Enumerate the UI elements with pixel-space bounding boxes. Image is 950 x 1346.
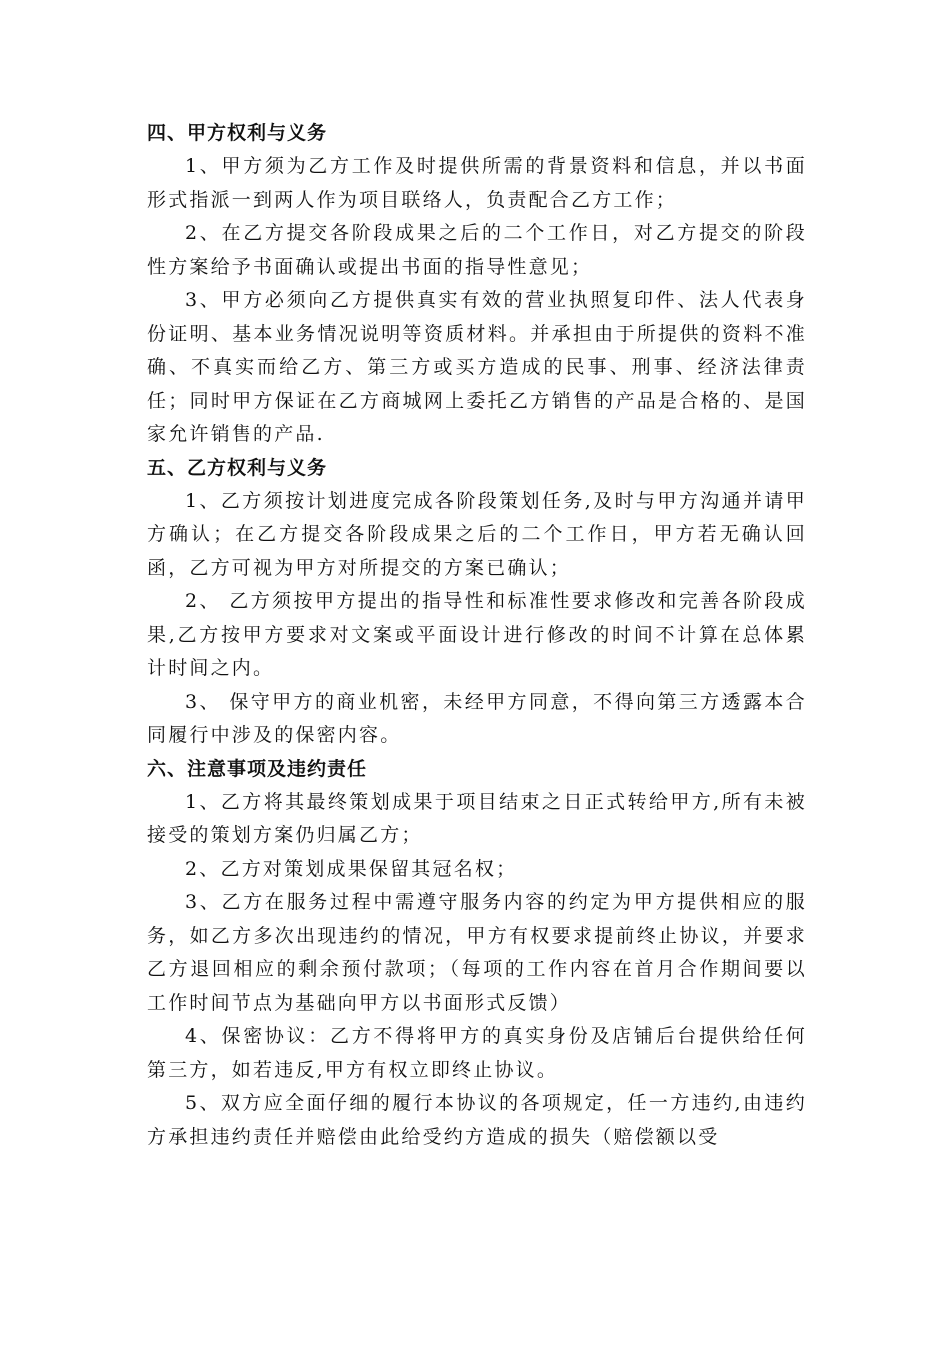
clause-paragraph: 2、乙方对策划成果保留其冠名权； xyxy=(185,857,518,880)
clause-paragraph: 1、乙方须按计划进度完成各阶段策划任务,及时与甲方沟通并请甲方确认；在乙方提交各阶段成果之后的二个工作日，甲方若无确认回函，乙方可视为甲方对所提交的方案已确认； xyxy=(147,489,807,579)
section-party-a-rights xyxy=(147,117,807,452)
section-heading: 五、乙方权利与义务 xyxy=(147,456,328,479)
document-body xyxy=(147,117,807,1154)
clause-paragraph: 2、在乙方提交各阶段成果之后的二个工作日，对乙方提交的阶段性方案给予书面确认或提出书面的指导性意见； xyxy=(147,222,807,278)
section-heading: 四、甲方权利与义务 xyxy=(147,122,328,144)
clause-paragraph: 3、乙方在服务过程中需遵守服务内容的约定为甲方提供相应的服务，如乙方多次出现违约的情况，甲方有权要求提前终止协议，并要求乙方退回相应的剩余预付款项；（每项的工作内容在首月合作期间要以工作时间节点为基础向甲方以书面形式反馈） xyxy=(147,891,807,1014)
section-heading: 六、注意事项及违约责任 xyxy=(147,757,368,780)
clause-paragraph: 5、双方应全面仔细的履行本协议的各项规定，任一方违约,由违约方承担违约责任并赔偿由此给受约方造成的损失（赔偿额以受 xyxy=(147,1092,807,1148)
section-notes-and-liability xyxy=(147,753,807,1155)
clause-paragraph: 3、 保守甲方的商业机密，未经甲方同意，不得向第三方透露本合同履行中涉及的保密内容。 xyxy=(147,690,807,746)
clause-paragraph: 2、 乙方须按甲方提出的指导性和标准性要求修改和完善各阶段成果,乙方按甲方要求对文案或平面设计进行修改的时间不计算在总体累计时间之内。 xyxy=(147,590,807,679)
clause-paragraph: 1、乙方将其最终策划成果于项目结束之日正式转给甲方,所有未被接受的策划方案仍归属乙方； xyxy=(147,790,807,846)
section-party-b-rights xyxy=(147,452,807,753)
clause-paragraph: 3、甲方必须向乙方提供真实有效的营业执照复印件、法人代表身份证明、基本业务情况说明等资质材料。并承担由于所提供的资料不准确、不真实而给乙方、第三方或买方造成的民事、刑事、经济法律责任；同时甲方保证在乙方商城网上委托乙方销售的产品是合格的、是国家允许销售的产品. xyxy=(147,289,807,445)
clause-paragraph: 1、甲方须为乙方工作及时提供所需的背景资料和信息，并以书面形式指派一到两人作为项目联络人，负责配合乙方工作； xyxy=(147,155,807,211)
clause-paragraph: 4、保密协议：乙方不得将甲方的真实身份及店铺后台提供给任何第三方，如若违反,甲方有权立即终止协议。 xyxy=(147,1025,807,1081)
